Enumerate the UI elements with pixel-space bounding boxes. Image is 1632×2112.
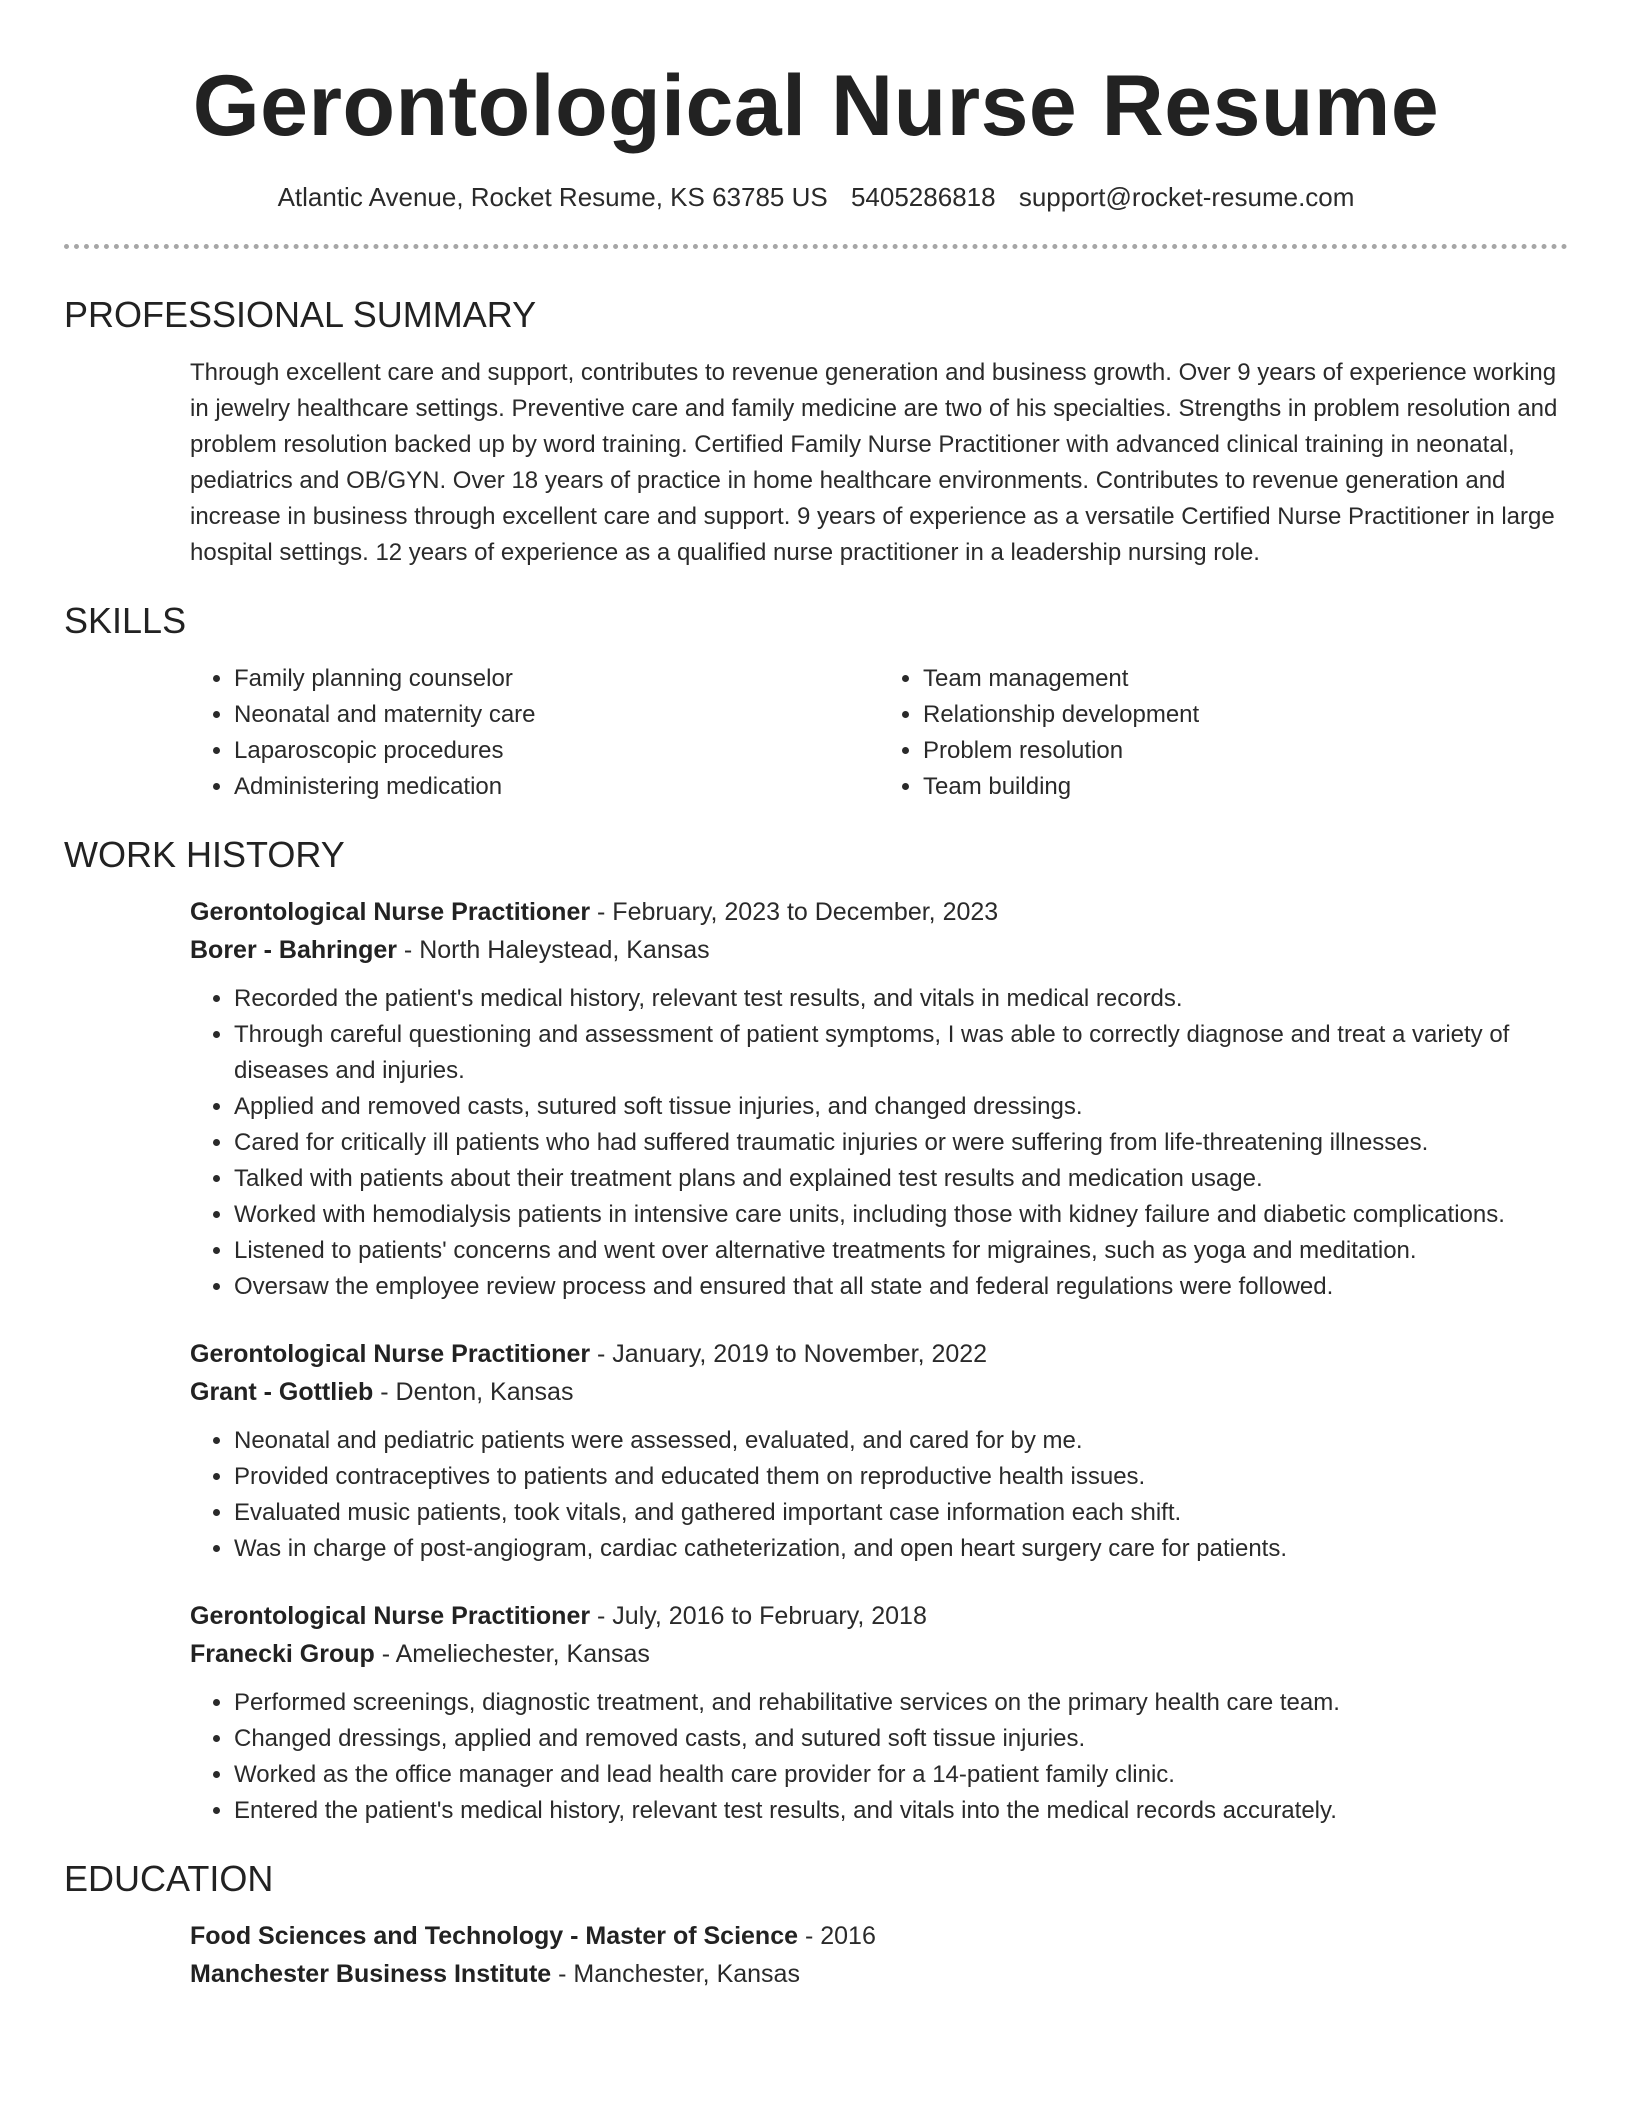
skill-item: • Relationship development	[923, 697, 1568, 733]
job-entry	[190, 1597, 1568, 1829]
job-bullet: • Cared for critically ill patients who had suffered traumatic injuries or were suffering from life-threatening illnesses.	[234, 1125, 1568, 1161]
education-school: Manchester Business Institute	[190, 1960, 552, 1988]
skills-column-left	[190, 661, 879, 805]
work-heading: WORK HISTORY	[64, 834, 345, 875]
job-company-line	[190, 1373, 1568, 1411]
job-bullet: • Talked with patients about their treatment plans and explained test results and medication usage.	[234, 1161, 1568, 1197]
skills-heading: SKILLS	[64, 600, 187, 641]
job-bullet: • Performed screenings, diagnostic treatment, and rehabilitative services on the primary health care team.	[234, 1685, 1568, 1721]
education-heading: EDUCATION	[64, 1858, 274, 1899]
job-bullets	[190, 1685, 1568, 1829]
job-bullet: • Recorded the patient's medical history, relevant test results, and vitals in medical records.	[234, 981, 1568, 1017]
job-bullet: • Through careful questioning and assessment of patient symptoms, I was able to correctly diagnose and treat a variety of diseases and injuries.	[234, 1017, 1568, 1089]
job-bullet: • Provided contraceptives to patients and educated them on reproductive health issues.	[234, 1459, 1568, 1495]
job-bullets	[190, 1423, 1568, 1567]
contact-address: Atlantic Avenue, Rocket Resume, KS 63785 US	[277, 182, 828, 212]
skills-column-right	[879, 661, 1568, 805]
summary-text: Through excellent care and support, contributes to revenue generation and business growth. Over 9 years of experience working in jewelry healthcare settings. Preventive care and family medicine are two of his specialties. Strengths in problem resolution and problem resolution backed up by word training. Certified Family Nurse Practitioner with advanced clinical training in neonatal, pediatrics and OB/GYN. Over 18 years of practice in home healthcare environments. Contributes to revenue generation and increase in business through excellent care and support. 9 years of experience as a versatile Certified Nurse Practitioner in large hospital settings. 12 years of experience as a qualified nurse practitioner in a leadership nursing role.	[190, 359, 1558, 566]
job-dates: - January, 2019 to November, 2022	[590, 1340, 988, 1368]
job-company-line	[190, 931, 1568, 969]
education-year: - 2016	[798, 1922, 876, 1950]
job-title: Gerontological Nurse Practitioner	[190, 1602, 591, 1630]
job-location: - Denton, Kansas	[373, 1378, 574, 1406]
job-company: Grant - Gottlieb	[190, 1378, 374, 1406]
skill-item: • Neonatal and maternity care	[234, 697, 879, 733]
summary-heading: PROFESSIONAL SUMMARY	[64, 294, 537, 335]
job-title-line	[190, 1597, 1568, 1635]
skill-item: • Team management	[923, 661, 1568, 697]
job-entry	[190, 1335, 1568, 1567]
job-title: Gerontological Nurse Practitioner	[190, 1340, 591, 1368]
job-bullet: • Was in charge of post-angiogram, cardiac catheterization, and open heart surgery care for patients.	[234, 1531, 1568, 1567]
skill-item: • Administering medication	[234, 769, 879, 805]
education-school-line	[190, 1955, 1568, 1993]
education-entry	[190, 1917, 1568, 1993]
job-bullet: • Changed dressings, applied and removed casts, and sutured soft tissue injuries.	[234, 1721, 1568, 1757]
job-location: - North Haleystead, Kansas	[396, 936, 710, 964]
job-bullet: • Worked with hemodialysis patients in intensive care units, including those with kidney failure and diabetic complications.	[234, 1197, 1568, 1233]
resume-title: Gerontological Nurse Resume	[192, 58, 1440, 154]
job-bullet: • Oversaw the employee review process and ensured that all state and federal regulations were followed.	[234, 1269, 1568, 1305]
job-bullet: • Worked as the office manager and lead health care provider for a 14-patient family clinic.	[234, 1757, 1568, 1793]
resume-page	[64, 0, 1568, 1993]
skill-item: • Problem resolution	[923, 733, 1568, 769]
job-bullet: • Applied and removed casts, sutured soft tissue injuries, and changed dressings.	[234, 1089, 1568, 1125]
job-company: Borer - Bahringer	[190, 936, 397, 964]
header-divider	[64, 244, 1568, 249]
contact-line	[64, 180, 1568, 214]
skill-item: • Team building	[923, 769, 1568, 805]
job-entry	[190, 893, 1568, 1305]
skill-item: • Family planning counselor	[234, 661, 879, 697]
contact-email: support@rocket-resume.com	[1018, 182, 1355, 212]
job-location: - Ameliechester, Kansas	[374, 1640, 650, 1668]
education-degree: Food Sciences and Technology - Master of Science	[190, 1922, 799, 1950]
job-bullet: • Neonatal and pediatric patients were assessed, evaluated, and cared for by me.	[234, 1423, 1568, 1459]
job-title-line	[190, 893, 1568, 931]
education-location: - Manchester, Kansas	[551, 1960, 800, 1988]
job-bullet: • Evaluated music patients, took vitals, and gathered important case information each shift.	[234, 1495, 1568, 1531]
job-bullets	[190, 981, 1568, 1305]
skills-list	[190, 661, 1568, 805]
job-dates: - February, 2023 to December, 2023	[590, 898, 999, 926]
job-title-line	[190, 1335, 1568, 1373]
job-dates: - July, 2016 to February, 2018	[590, 1602, 927, 1630]
education-degree-line	[190, 1917, 1568, 1955]
job-company: Franecki Group	[190, 1640, 375, 1668]
job-bullet: • Listened to patients' concerns and went over alternative treatments for migraines, such as yoga and meditation.	[234, 1233, 1568, 1269]
job-title: Gerontological Nurse Practitioner	[190, 898, 591, 926]
job-bullet: • Entered the patient's medical history, relevant test results, and vitals into the medical records accurately.	[234, 1793, 1568, 1829]
skill-item: • Laparoscopic procedures	[234, 733, 879, 769]
contact-phone: 5405286818	[850, 182, 996, 212]
job-company-line	[190, 1635, 1568, 1673]
